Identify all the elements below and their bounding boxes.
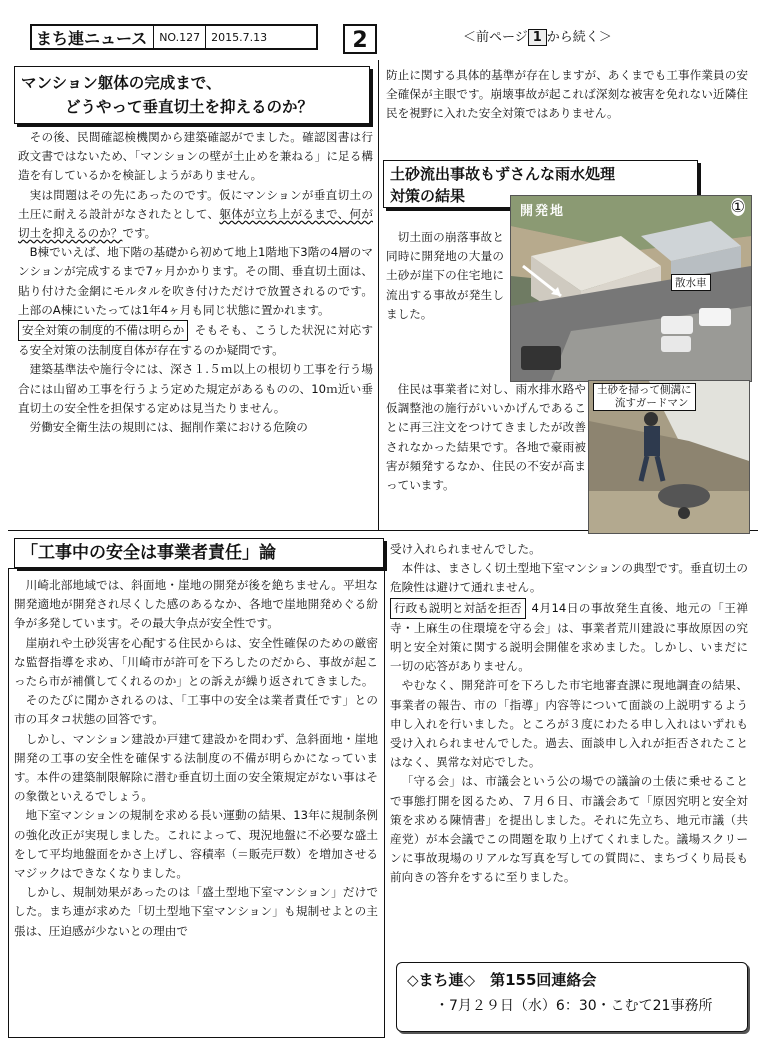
- section2-paragraph: 切土面の崩落事故と同時に開発地の大量の土砂が崖下の住宅地に流出する事故が発生しました。: [386, 230, 504, 321]
- section2-heading-line2: 対策の結果: [390, 187, 466, 205]
- photo2-caption-line1: 土砂を掃って側溝に: [597, 384, 692, 396]
- section3-paragraph: 川崎北部地域では、斜面地・崖地の開発が後を絶ちません。平坦な開発適地が開発され尽くした感のあるなか、各地で崖地開発めぐる紛争が多発しています。その最大争点が安全性です。: [14, 578, 378, 631]
- section3-continuation: [390, 540, 748, 888]
- issue-number: NO.127: [153, 26, 205, 48]
- section3-paragraph: 地下室マンションの規制を求める長い運動の結果、13年に規制条例の強化改正が実現しました。これによって、現況地盤に不必要な盛土をして平均地盤面をかさ上げし、容積率（＝販売戸数）を増加させるマジックはできなくなりました。: [14, 808, 378, 881]
- section1-heading: [14, 66, 370, 124]
- continuation-after: から続く＞: [546, 30, 612, 45]
- section1-heading-line1: マンション躯体の完成まで、: [21, 74, 222, 92]
- section3-heading: 「工事中の安全は事業者責任」論: [14, 538, 384, 568]
- photo2-caption-line2: 流すガードマン: [615, 397, 689, 409]
- meeting-notice: [396, 962, 748, 1032]
- newsletter-title: まち連ニュース: [36, 28, 148, 48]
- section1-heading-line2: どうやって垂直切土を抑えるのか？: [65, 98, 314, 116]
- section2-body-narrow: [386, 228, 504, 324]
- section1-text: です。: [122, 226, 157, 241]
- photo2-caption: [593, 383, 696, 411]
- section3-cont-paragraph: [390, 598, 748, 677]
- section1-body: [18, 128, 373, 437]
- section1-paragraph: 建築基準法や施行令には、深さ１.５ｍ以上の根切り工事を行う場合には山留め工事を行うよう定めた規定があるものの、10ｍ近い垂直切土の安全性を担保する定めは見当たりません。: [18, 362, 373, 415]
- section3-cont-paragraph: 「守る会」は、市議会という公の場での議論の土俵に乗せることで事態打開を図るため、７月６日、市議会あて「原因究明と安全対策を求める陳情書」を提出しました。それに先立ち、地元市議（共産党）が本会議でこの問題を取り上げてくれました。議場スクリーンに事故現場のリアルな写真を写しての質問に、まちづくり局長も前向きの答弁をするに至りました。: [390, 774, 748, 885]
- section1-paragraph: [18, 320, 373, 360]
- section3-cont-text: 4月14日の事故発生直後、地元の「王禅寺・上麻生の住環境を守る会」は、事業者荒川建設に事故原因の究明と安全対策に関する説明会開催を求めました。しかし、いまだに一切の応答がありません。: [390, 600, 748, 674]
- section1-cont-paragraph: 防止に関する具体的基準が存在しますが、あくまでも工事作業員の安全確保が主眼です。崩壊事故が起これば深刻な被害を免れない近隣住民を視野に入れた安全対策ではありません。: [386, 68, 748, 121]
- section2-paragraph: 住民は事業者に対し、雨水排水路や仮調整池の施行がいいかげんであることに再三注文をつけてきましたが改善されなかった結果です。各地で豪雨被害が頻発するなか、住民の不安が高まっています。: [386, 382, 586, 493]
- photo1-number: ①: [730, 197, 745, 216]
- issue-date: 2015.7.13: [205, 26, 272, 48]
- guardman-photo: [588, 380, 750, 534]
- section1-paragraph: その後、民間確認検機関から建築確認がでました。確認図書は行政文書ではないため、「マンションの壁が土止めを兼ねる」に足る構造を有しているかを検証しようがありません。: [18, 130, 373, 183]
- subheading-box: 安全対策の制度的不備は明らか: [18, 320, 188, 341]
- section1-continuation: [386, 66, 748, 124]
- section1-text: そもそも、こうした状況に対応する安全対策の法制度自体が存在するのか疑問です。: [18, 323, 373, 358]
- section3-paragraph: そのたびに聞かされるのは、「工事中の安全は業者責任です」との市の耳タコ状態の回答です。: [14, 693, 378, 727]
- photo1-caption: 散水車: [671, 274, 711, 291]
- section1-paragraph: B棟でいえば、地下階の基礎から初めて地上1階地下3階の4層のマンションが完成するまで7ヶ月かかります。その間、垂直切土面は、貼り付けた金網にモルタルを吹き付けただけで放置されるのです。上部のA棟にいたっては1年4ヶ月も同じ状態に置かれます。: [18, 245, 373, 317]
- continuation-page: 1: [528, 29, 547, 46]
- meeting-notice-title: ◇まち連◇ 第155回連絡会: [407, 971, 597, 989]
- section2-body-wide: [386, 380, 586, 495]
- section3-cont-paragraph: やむなく、開発許可を下ろした市宅地審査課に現地調査の結果、事業者の報告、市の「指導」内容等について面談の上説明するよう申し入れを行いました。ところが３度にわたる申し入れはいずれも受け入れられませんでした。過去、面談申し入れが拒否されたことはなく、異常な対応でした。: [390, 678, 748, 770]
- section3-cont-paragraph: 本件は、まさしく切土型地下室マンションの典型です。垂直切土の危険性は避けて通れません。: [390, 561, 748, 595]
- continuation-note: [463, 26, 612, 46]
- section3-cont-paragraph: 受け入れられませんでした。: [390, 542, 541, 556]
- section3-paragraph: しかし、マンション建設か戸建て建設かを問わず、急斜面地・崖地開発の工事の安全性を確保する法制度の不備が明らかになっています。本件の建築制限解除に潜む垂直切土面の安全策規定がない事はその象徴といえるでしょう。: [14, 731, 378, 804]
- development-site-illustration: [511, 196, 751, 381]
- column-divider: [378, 60, 379, 530]
- development-site-photo: [510, 195, 752, 382]
- section1-text: 実は問題はその先にあったのです。仮にマンションが垂直切土の土圧に耐える設計がなされたとして、: [18, 187, 373, 221]
- subheading-box: 行政も説明と対話を拒否: [390, 598, 526, 619]
- section3-paragraph: しかし、規制効果があったのは「盛土型地下室マンション」だけでした。まち連が求めた「切土型地下室マンション」も規制せよとの主張は、圧迫感が少ないとの理由で: [14, 885, 378, 938]
- section2-heading-line1: 土砂流出事故もずさんな雨水処理: [390, 165, 616, 183]
- page-number: 2: [343, 24, 377, 54]
- continuation-before: ＜前ページ: [463, 30, 528, 45]
- wavy-emphasis: 躯体が立ち上がるまで、何が切土を抑えるのか？: [18, 206, 373, 241]
- masthead: [30, 24, 318, 50]
- section1-paragraph: [18, 186, 373, 244]
- meeting-notice-details: ・7月２９日（水）6：30・こむて21事務所: [435, 998, 713, 1014]
- section1-paragraph: 労働安全衛生法の規則には、掘削作業における危険の: [29, 420, 308, 435]
- section3-paragraph: 崖崩れや土砂災害を心配する住民からは、安全性確保のための厳密な監督指導を求め、「川崎市が許可を下ろしたのだから、事故が起こったら市が補償してくれるのか」との訴えが繰り返されてきました。: [14, 635, 378, 689]
- photo1-label: 開発地: [520, 204, 566, 219]
- section3-body: [14, 576, 378, 941]
